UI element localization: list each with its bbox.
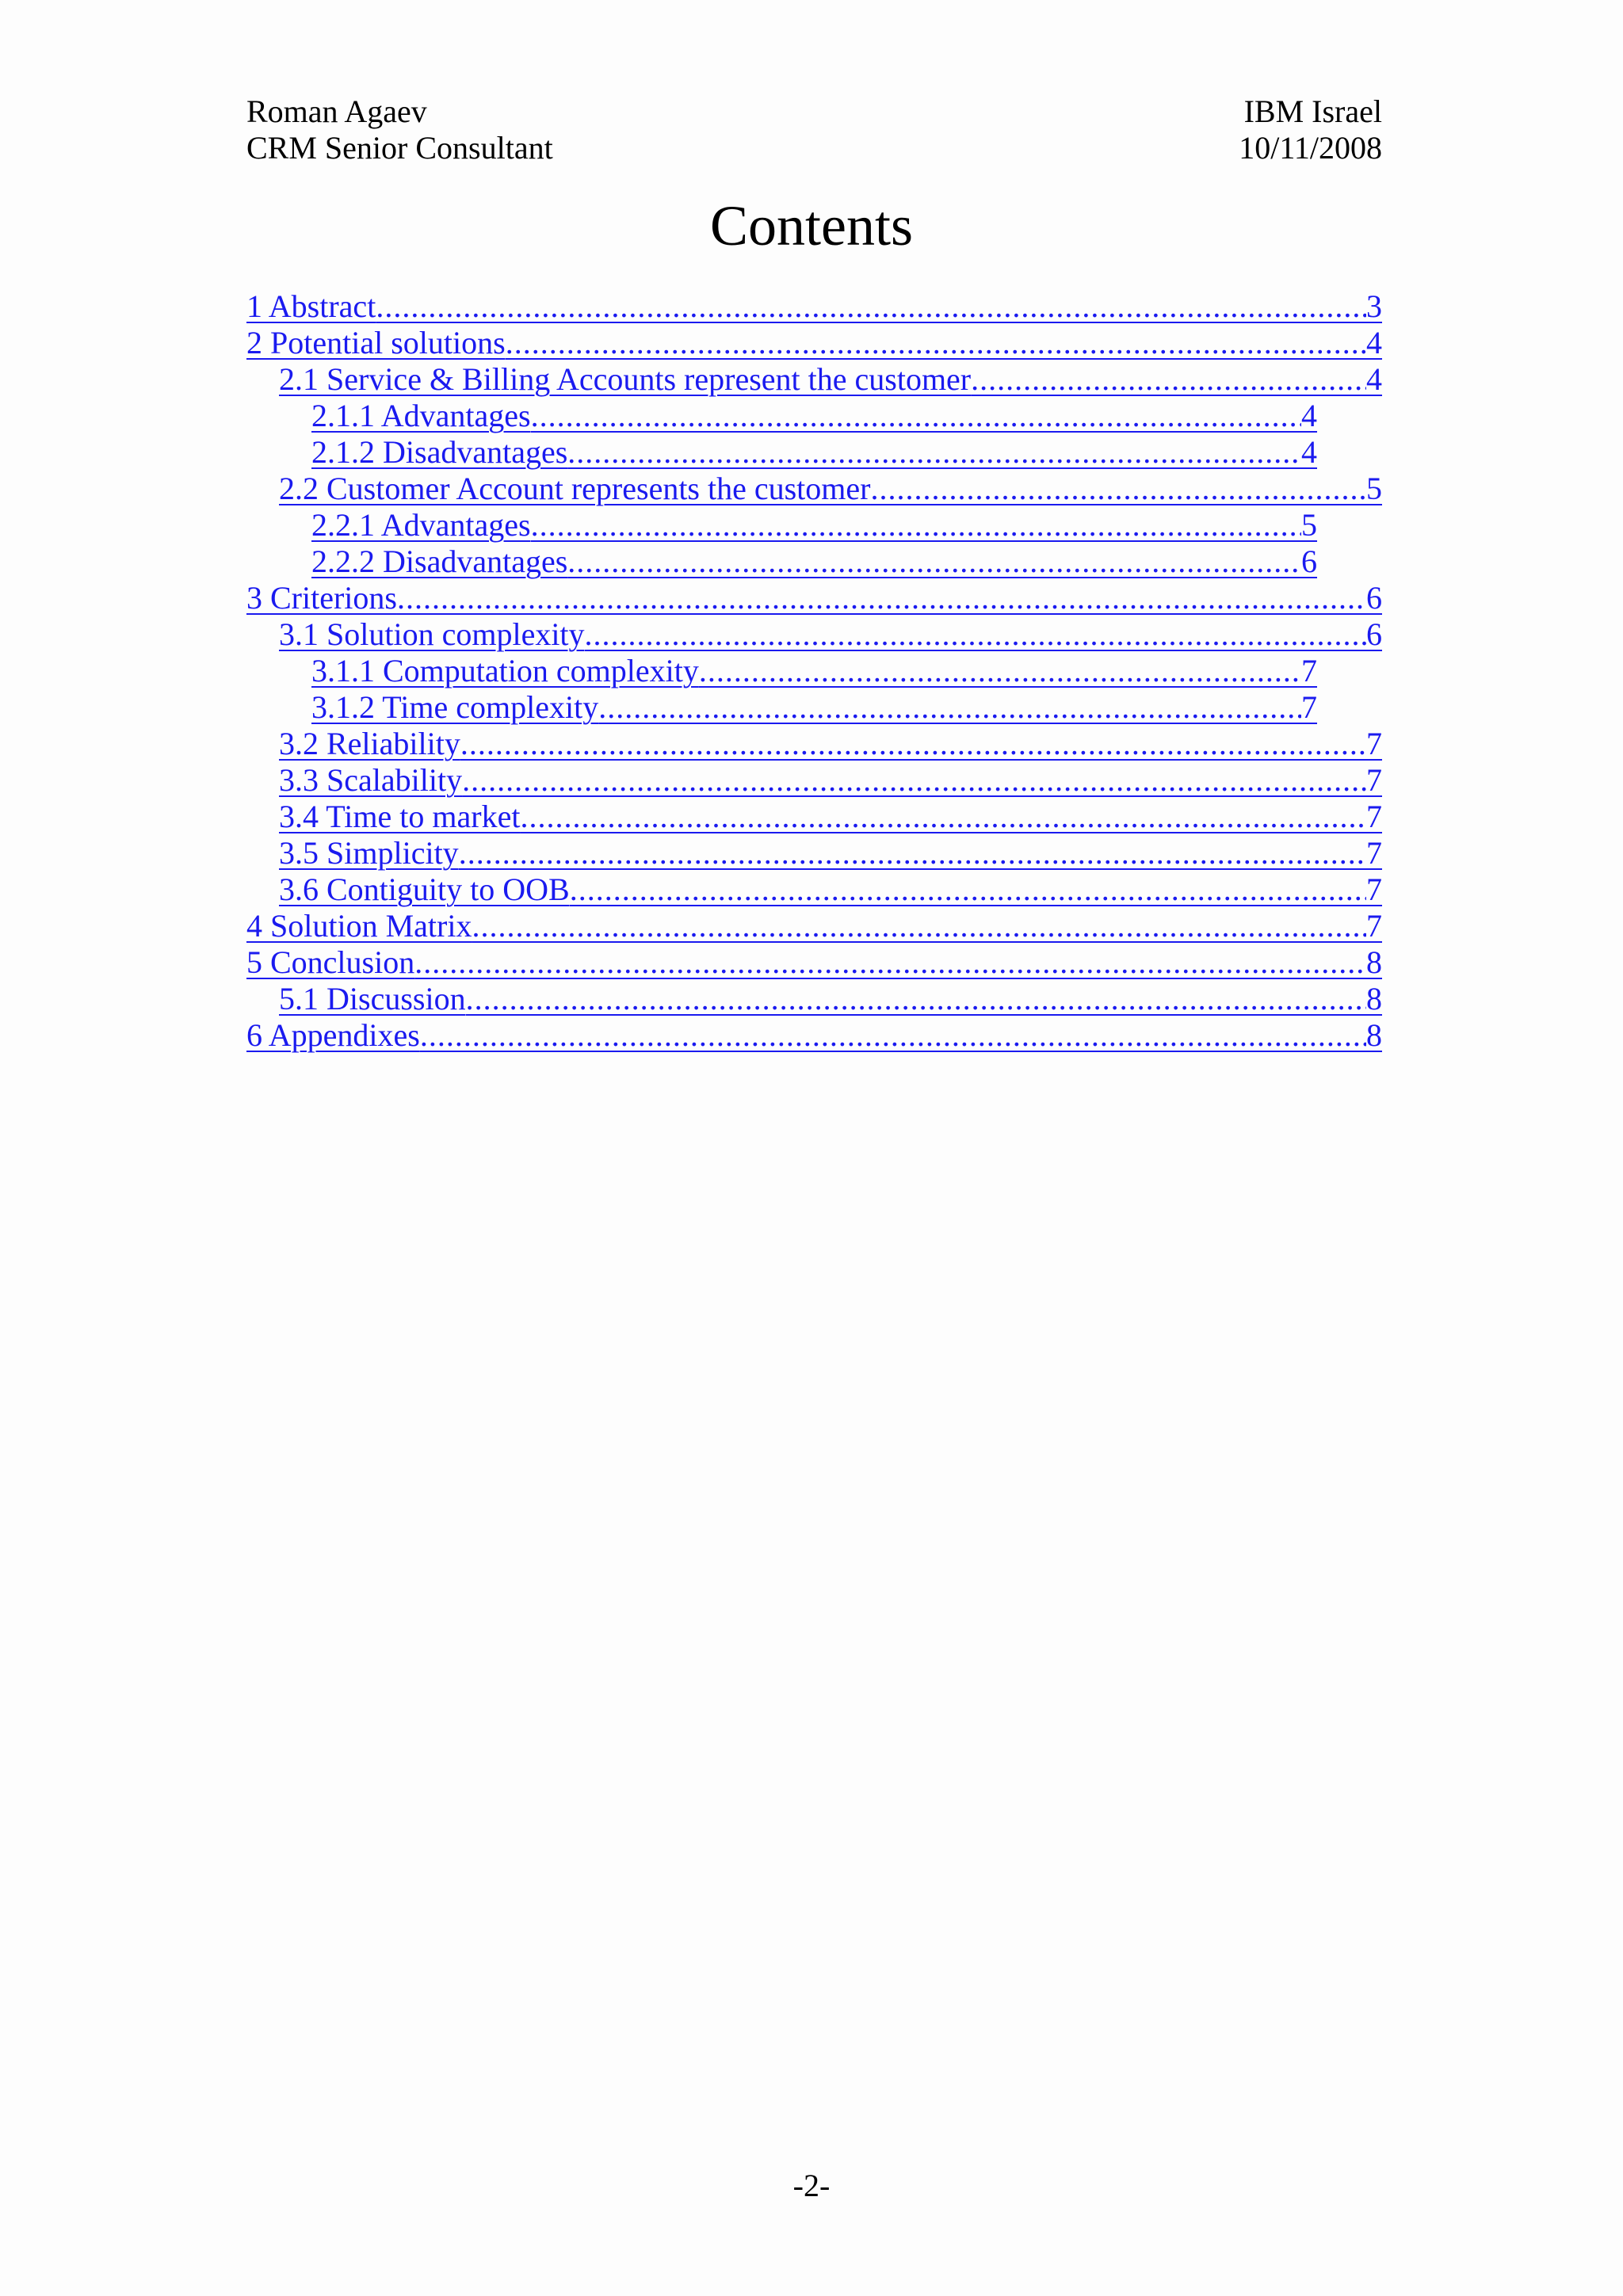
toc-entry-page-number: 6 — [1366, 580, 1382, 616]
toc-entry-label: 2.2.1 Advantages — [311, 507, 531, 543]
toc-entry-page-number: 6 — [1366, 616, 1382, 652]
toc-entry[interactable] — [246, 325, 1382, 361]
toc-dot-leader — [376, 288, 1366, 325]
toc-dot-leader — [506, 325, 1366, 361]
toc-entry-page-number: 4 — [1301, 398, 1317, 433]
author-role: CRM Senior Consultant — [246, 130, 553, 166]
page-header — [246, 93, 1382, 166]
toc-dot-leader — [472, 908, 1366, 944]
toc-dot-leader — [531, 398, 1301, 434]
toc-entry-label: 2 Potential solutions — [246, 325, 506, 360]
toc-dot-leader — [531, 507, 1301, 543]
toc-entry-page-number: 7 — [1366, 835, 1382, 871]
toc-dot-leader — [459, 835, 1366, 871]
toc-entry-page-number: 7 — [1301, 689, 1317, 725]
toc-entry-page-number: 7 — [1366, 871, 1382, 907]
toc-entry-label: 2.2 Customer Account represents the customer — [279, 471, 871, 506]
company-name: IBM Israel — [1243, 93, 1382, 129]
author-name: Roman Agaev — [246, 93, 427, 129]
toc-entry[interactable] — [311, 689, 1317, 726]
toc-entry[interactable] — [311, 653, 1317, 689]
toc-entry[interactable] — [311, 507, 1317, 543]
toc-dot-leader — [414, 944, 1366, 981]
toc-entry-page-number: 8 — [1366, 1017, 1382, 1053]
toc-entry-label: 3.4 Time to market — [279, 799, 521, 834]
toc-dot-leader — [460, 726, 1366, 762]
toc-entry[interactable] — [246, 944, 1382, 981]
toc-entry[interactable] — [246, 580, 1382, 616]
toc-entry-label: 2.1.2 Disadvantages — [311, 434, 568, 470]
toc-dot-leader — [462, 762, 1366, 799]
header-row-2 — [246, 130, 1382, 166]
toc-dot-leader — [870, 471, 1366, 507]
toc-dot-leader — [570, 871, 1366, 908]
toc-entry-label: 2.2.2 Disadvantages — [311, 543, 568, 579]
toc-entry-page-number: 6 — [1301, 543, 1317, 579]
toc-entry-label: 5 Conclusion — [246, 944, 415, 980]
toc-entry-page-number: 7 — [1301, 653, 1317, 688]
toc-entry[interactable] — [279, 471, 1382, 507]
toc-entry-label: 3 Criterions — [246, 580, 397, 616]
toc-entry-label: 3.1 Solution complexity — [279, 616, 585, 652]
toc-entry-page-number: 8 — [1366, 981, 1382, 1016]
page-title: Contents — [709, 194, 913, 257]
toc-entry-page-number: 7 — [1366, 762, 1382, 798]
toc-dot-leader — [420, 1017, 1366, 1054]
toc-entry-page-number: 7 — [1366, 799, 1382, 834]
toc-entry-label: 3.1.2 Time complexity — [311, 689, 599, 725]
toc-entry-page-number: 3 — [1366, 288, 1382, 324]
toc-entry[interactable] — [311, 434, 1317, 471]
toc-dot-leader — [585, 616, 1366, 653]
toc-entry-label: 1 Abstract — [246, 288, 376, 324]
toc-entry-label: 5.1 Discussion — [279, 981, 466, 1016]
toc-entry[interactable] — [279, 726, 1382, 762]
toc-entry[interactable] — [311, 543, 1317, 580]
page-number: -2- — [792, 2168, 831, 2203]
toc-entry-label: 2.1.1 Advantages — [311, 398, 531, 433]
toc-entry[interactable] — [279, 616, 1382, 653]
toc-entry-label: 3.3 Scalability — [279, 762, 463, 798]
toc-entry[interactable] — [246, 908, 1382, 944]
toc-entry-page-number: 7 — [1366, 908, 1382, 944]
toc-dot-leader — [466, 981, 1366, 1017]
toc-entry-label: 6 Appendixes — [246, 1017, 420, 1053]
toc-entry-page-number: 4 — [1301, 434, 1317, 470]
toc-entry-page-number: 8 — [1366, 944, 1382, 980]
toc-entry-label: 4 Solution Matrix — [246, 908, 472, 944]
toc-dot-leader — [971, 361, 1366, 398]
toc-entry[interactable] — [246, 288, 1382, 325]
toc-dot-leader — [397, 580, 1366, 616]
toc-entry-page-number: 4 — [1366, 361, 1382, 397]
toc-entry-label: 3.1.1 Computation complexity — [311, 653, 699, 688]
toc-entry-label: 2.1 Service & Billing Accounts represent the customer — [279, 361, 972, 397]
toc-dot-leader — [567, 434, 1301, 471]
toc-dot-leader — [699, 653, 1301, 689]
table-of-contents — [246, 288, 1382, 1054]
document-date: 10/11/2008 — [1239, 130, 1382, 166]
toc-entry-page-number: 4 — [1366, 325, 1382, 360]
toc-entry[interactable] — [279, 981, 1382, 1017]
toc-entry[interactable] — [279, 361, 1382, 398]
toc-entry-label: 3.6 Contiguity to OOB — [279, 871, 570, 907]
toc-entry-label: 3.5 Simplicity — [279, 835, 459, 871]
toc-entry-page-number: 5 — [1366, 471, 1382, 506]
toc-entry[interactable] — [279, 799, 1382, 835]
toc-entry[interactable] — [279, 835, 1382, 871]
toc-entry-label: 3.2 Reliability — [279, 726, 460, 761]
toc-entry-page-number: 7 — [1366, 726, 1382, 761]
toc-entry[interactable] — [311, 398, 1317, 434]
toc-entry[interactable] — [279, 871, 1382, 908]
toc-entry[interactable] — [279, 762, 1382, 799]
toc-entry-page-number: 5 — [1301, 507, 1317, 543]
toc-entry[interactable] — [246, 1017, 1382, 1054]
toc-dot-leader — [567, 543, 1301, 580]
toc-dot-leader — [520, 799, 1366, 835]
header-row-1 — [246, 93, 1382, 130]
toc-dot-leader — [598, 689, 1301, 726]
